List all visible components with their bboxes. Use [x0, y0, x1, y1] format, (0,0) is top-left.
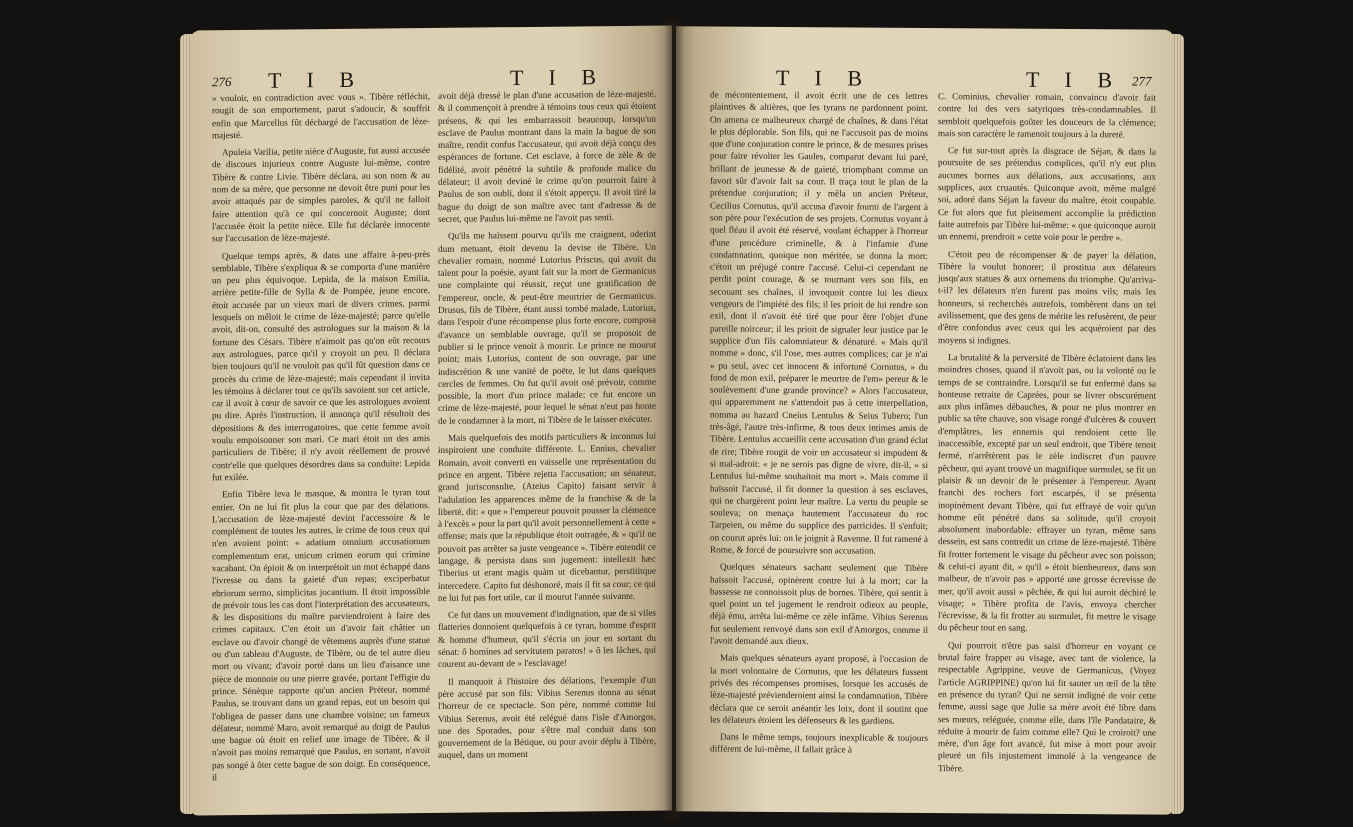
right-page-column-2 — [938, 90, 1156, 802]
paragraph: Il manquoit à l'histoire des délations, l'exemple d'un père accusé par son fils: Vibius Serenus donna au sénat l'horreur de ce spectacle. Son père, nommé comme lui Vibius Serenus, avoit été relégué dans l'isle d'Amorgos, une des Sporades, pour s'être mal conduit dans son gouvernement de la Bétique, ou pour avoir déplu à Tibère, auquel, dans un moment — [438, 674, 656, 761]
paragraph: Ce fut dans un mouvement d'indignation, que de si viles flatteries donnoient quelquefois à ce tyran, homme d'esprit & homme d'humeur, qu'il s'écria un jour en sortant du sénat: ô homines ad servitutem paratos! » ô les lâches, qui courent au-devant de » l'esclavage! — [438, 607, 656, 670]
right-page-header — [676, 46, 1174, 93]
header-word-right: T I B — [510, 64, 607, 91]
book-gutter — [664, 20, 684, 820]
paragraph: Quelque temps après, & dans une affaire à-peu-près semblable, Tibère s'expliqua & se comporta d'une manière un peu plus équivoque. Lepida, de la maison Emilia, arrière petite-fille de Sylla & de Pompée, jeune encore, étoit accusée par un vieux mari de divers crimes, parmi lesquels on mêloit le crime de lèze-majesté; parce qu'elle avoit, dit-on, consulté des astrologues sur la maison & la fortune des Césars. Tibère n'aimoit pas qu'on eût recours aux astrologues, parce qu'il y croyoit un peu. Il déclara bien toujours qu'il ne vouloit pas qu'il fût question dans ce procès du crime de lèze-majesté; mais cependant il invita les témoins à déclarer tout ce qu'ils savoient sur cet article, car il avoit à cœur de savoir ce que les astrologues avoient pu dire. Après l'instruction, il annonça qu'il résultoit des dépositions & des interrogatoires, que cette femme avoit voulu empoisonner son mari. Ce mari étoit un des amis particuliers de Tibère; il n'y avoit réellement de prouvé contr'elle que quelques désordres dans sa conduite: Lepida fut exilée. — [212, 248, 430, 483]
paragraph: C'étoit peu de récompenser & de payer la délation, Tibère la voulut honorer; il prostitua aux délateurs jusqu'aux statues & aux ornemens du triomphe. Qu'arriva-t-il? les délateurs n'en furent pas moins vils; mais les honneurs, si recherchés autrefois, tombèrent dans un tel avilissement, que des gens de mérite les refusèrent, de peur d'être confondus avec ceux qui les acquéroient par des moyens si indignes. — [938, 248, 1156, 346]
right-page — [676, 26, 1174, 814]
paragraph: Qu'ils me haïssent pourvu qu'ils me craignent, oderint dum metuant, étoit devenu la devise de Tibère. Un chevalier romain, nommé Lutorius Priscus, qui avoit du talent pour la poésie, ayant fait sur la mort de Germanicus une complainte qui réussit, reçut une gratification de l'empereur, oncle, & peut-être meurtrier de Germanicus. Drusus, fils de Tibère, étant aussi tombé malade, Lutorius, dans l'espoir d'une récompense plus forte encore, composa d'avance un semblable ouvrage, qu'il se proposoit de publier si le prince venoit à mourir. Le prince ne mourut point; mais Lutorius, content de son ouvrage, par une indiscrétion & une vanité de poëte, le lut dans quelques cercles de femmes. On fut qu'il avoit osé prévoir, comme possible, la mort d'un prince malade; ce fut encore un crime de lèze-majesté, pour lequel le sénat n'eut pas honte de le condamner à la mort, ni Tibère de le laisser exécuter. — [438, 228, 656, 426]
header-word-left: T I B — [776, 64, 873, 91]
paragraph: Ce fut sur-tout après la disgrace de Séjan, & dans la poursuite de ses prétendus complices, qu'il n'y eut plus aucunes bornes aux délations, aux accusations, aux supplices, aux cruautés. Quiconque avoit, même malgré soi, adoré dans Séjan la faveur du maître, étoit coupable. Ce fut alors que fut pleinement accomplie la prédiction faite autrefois par Tibère lui-même: « que quiconque auroit un ennemi, prendroit » cette voie pour le perdre ». — [938, 145, 1156, 243]
paragraph: La brutalité & la perversité de Tibère éclatoient dans les moindres choses, quand il n'avoit pas, ou la volonté ou le temps de se contraindre. Lorsqu'il se fut enfermé dans sa honteuse retraite de Caprées, pour se livrer obscurément aux plus infâmes débauches, & pour ne plus montrer en public sa tête chauve, son visage rongé d'ulcères & couvert d'emplâtres, les ennemis qui rendoient cette île inaccessible, excepté par un seul endroit, que Tibère tenoit fermé, n'arrêtèrent pas le zèle indiscret d'un pauvre pêcheur, qui ayant trouvé un magnifique surmulet, se fit un plaisir & un devoir de le présenter à l'empereur. Ayant franchi des rochers fort escarpés, il se présenta inopinément devant Tibère, qui fut effrayé de voir qu'un homme eût pénétré dans sa solitude, qu'il croyoit absolument inabordable: effrayer un tyran, même sans dessein, est sans contredit un crime de lèze-majesté. Tibère fit frotter fortement le visage du pêcheur avec son poisson; & celui-ci ayant dit, » qu'il » étoit bienheureux, dans son malheur, de n'avoir pas » apporté une grosse écrevisse de mer, qu'il avoit aussi » pêchée, & qui lui auroit déchiré le visage; » Tibère profita de l'avis, envoya chercher l'écrevisse, & la fit frotter au surmulet, fit mettre le visage du pêcheur tout en sang. — [938, 352, 1156, 634]
header-word-left: T I B — [268, 66, 365, 93]
left-page — [190, 25, 672, 815]
right-page-column-1 — [710, 88, 928, 800]
left-page-column-1 — [212, 90, 430, 802]
paragraph: de mécontentement, il avoit écrit une de ces lettres plaintives & altières, que les tyrans ne pardonnent point. On amena ce malheureux chargé de chaînes, & dans l'état le plus déplorable. Son fils, qui ne l'accusoit pas de moins que d'une conjuration contre le prince, & de mesures prises pour faire révolter les Gaules, comparut devant lui paré, brillant de jeunesse & de gaieté, triomphant comme un favori sûr d'avoir fait sa cour. Il traça tout le plan de la prétendue conjuration; il y mêla un ancien Préteur, Cecilius Cornutus, qu'il accusa d'avoir fourni de l'argent à son père pour l'exécution de ses projets. Cornutus voyant à quel fléau il avoit été réservé, voulant échapper à l'horreur d'une procédure criminelle, & à l'infamie d'une condamnation, quoique non méritée, se donna la mort: c'étoit un préjugé contre l'accusé. Celui-ci cependant ne perdit point courage, & se tournant vers son fils, en secouant ses chaînes, il invoquoit contre lui les dieux vengeurs de l'impiété des fils; il les prioit de lui rendre son exil, dont il n'avoit été tiré que pour être l'objet d'une pareille noirceur; il les prioit de signaler leur justice par le supplice d'un fils calomniateur & dénaturé. « Mais qu'il nomme » donc, s'il l'ose, mes autres complices; car je n'ai » pu seul, avec cet innocent & infortuné Cornutus, » du fond de mon exil, préparer le meurtre de l'em» pereur & le soulèvement d'une grande province? » Alors l'accusateur, qui apparemment ne s'attendoit pas à cette interpellation, nomma au hazard Cneius Lentulus & Seius Tubero; l'un très-âgé, l'autre très-infirme, & tous deux intimes amis de Tibère. Lentulus accueillit cette accusation d'un grand éclat de rire; Tibère rougit de voir un accusateur si impudent & si mal-adroit: « je ne serois pas digne de vivre, dit-il, » si Lentulus lui-même souhaitoit ma mort ». Mais comme il haïssoit l'accusé, il fit donner la question à ses esclaves, qui ne chargèrent point leur maître. La vertu du peuple se souleva; on menaça hautement l'accusateur du roc Tarpeien, ou même du supplice des parricides. Il s'enfuit; on courut après lui: on le joignit à Ravenne. Il fut ramené à Rome, & forcé de poursuivre son accusation. — [710, 89, 928, 556]
paragraph: avoit déjà dressé le plan d'une accusation de lèze-majesté, & il commençoit à prendre à témoins tous ceux qui étoient présens, & qui les embarrassoit beaucoup, lorsqu'un esclave de Paulus montrant dans la main la bague de son maître, rendit confus l'accusateur, qui avoit déjà conçu des espérances de fortune. Cet esclave, à force de zèle & de fidélité, avoit pénétré la subtile & profonde malice du délateur; il avoit deviné le crime qu'on pourroit faire à Paulus de son oubli, dont il s'étoit apperçu. Il avoit tiré la bague du doigt de son maître avec tant d'adresse & de secret, que Paulus lui-même ne l'avoit pas senti. — [438, 88, 656, 224]
paragraph: » vouloir, en contradiction avec vous ». Tibère réfléchit, rougit de son emportement, parut s'adoucir, & souffrit enfin que Marcellus fût déchargé de l'accusation de lèze-majesté. — [212, 91, 430, 141]
left-page-header — [190, 45, 672, 93]
paragraph: Apuleia Varilia, petite nièce d'Auguste, fut aussi accusée de discours injurieux contre Auguste lui-même, contre Tibère & contre Livie. Tibère déclara, au son nom & au nom de sa mère, que personne ne devoit être puni pour les avoir attaqués par de simples paroles, & qu'il ne falloit faire attention qu'à ce qui concernoit Auguste; dont l'accusée étoit la petite nièce. Elle fut déclarée innocente sur l'accusation de lèze-majesté. — [212, 145, 430, 244]
page-number: 277 — [1132, 73, 1152, 89]
paragraph: Mais quelques sénateurs ayant proposé, à l'occasion de la mort volontaire de Cornutus, que les délateurs fussent privés des récompenses promises, lorsque les accusés de lèze-majesté prévienderoient ainsi la condamnation, Tibère déclara que ce seroit anéantir les loix, dont il soutint que les délateurs étoient les défenseurs & les gardiens. — [710, 652, 928, 726]
paragraph: Enfin Tibère leva le masque, & montra le tyran tout entier. On ne lui fit plus la cour que par des délations. L'accusation de lèze-majesté devint l'accessoire & le complément de toutes les autres, le crime de tous ceux qui n'en avoient point: « adatium omnium accusationum complementum erat, unicum crimen eorum qui crimine vacabant. On épioit & on interprétoit un mot échappé dans l'ivresse ou dans la gaieté d'un repas; exciperbatur ebriorum sermo, simplicitas jocantium. Il étoit impossible de prévoir tous les cas dont l'interprétation des accusateurs, & les dispositions du maître parviendroient à faire des crimes capitaux. C'en étoit un d'avoir fait châtier un esclave ou d'avoir changé de vêtemens auprès d'une statue ou d'un tableau d'Auguste, de Tibère, ou de tel autre dieu mort ou vivant; d'avoir porté dans un lieu d'aisance une pièce de monnoie ou une pierre gravée, portant l'effigie du prince. Sénèque rapporte qu'un ancien Préteur, nommé Paulus, se trouvant dans un grand repas, eut un besoin qui l'obligea de passer dans une chambre voisine; un fameux délateur, nommé Maro, avoit remarqué au doigt de Paulus une bague où étoit en relief une image de Tibère, & il n'avoit pas moins remarqué que Paulus, en sortant, n'avoit pas songé à ôter cette bague de son doigt. En conséquence, il — [212, 487, 430, 783]
left-page-column-2 — [438, 88, 656, 800]
paragraph: Quelques sénateurs sachant seulement que Tibère haïssoit l'accusé, opinèrent contre lui à la mort; car la bassesse ne connoissoit plus de bornes. Tibère, qui sentit à quel point un tel jugement le rendroit odieux au peuple, déjà ému, arrêta lui-même ce zèle infâme. Vibius Serenus fut seulement renvoyé dans son exil d'Amorgos, comme il l'avoit demandé aux dieux. — [710, 561, 928, 647]
page-number: 276 — [212, 74, 232, 90]
paragraph: Dans le même temps, toujours inexplicable & toujours différent de lui-même, il fallait grâce à — [710, 731, 928, 755]
paragraph: Qui pourroit n'être pas saisi d'horreur en voyant ce brutal faire frapper au visage, avec tant de violence, la respectable Agrippine, veuve de Germanicus, (Voyez l'article AGRIPPINE) qu'on lui fit sauter un œil de la tête en présence du tyran? Qui ne seroit indigné de voir cette femme, aussi sage que Julie sa mère avoit été libre dans ses mœurs, reléguée, comme elle, dans l'île Pandataire, & réduite à mourir de faim comme elle? Qui le croiroit? une mère, d'un âge fort avancé, fut mise à mort pour avoir pleuré un fils injustement immolé à la vengeance de Tibère. — [938, 639, 1156, 774]
paragraph: C. Cominius, chevalier romain, convaincu d'avoir fait contre lui des vers satyriques très-condamnables. Il sembloit quelquefois goûter les douceurs de la clémence; mais son caractère le ramenoit toujours à la dureté. — [938, 91, 1156, 140]
header-word-right: T I B — [1026, 66, 1123, 93]
paragraph: Mais quelquefois des motifs particuliers & inconnus lui inspiroient une conduite différente. L. Ennius, chevalier Romain, avoit converti en vaisselle une représentation du prince en argent. Tibère rejetta l'accusation; un sénateur, grand jurisconsulte, (Ateius Capito) faisant servir à l'adulation les apparences même de la franchise & de la liberté, dit: « que » l'empereur pouvoit pousser la clémence à l'excès » pour la part qu'il avoit personnellement à cette » offense; mais que la république étoit outragée, & » qu'il ne pouvoit pas arrêter sa juste vengeance ». Tibère entendit ce langage, & persista dans son jugement: intellexit hæc Tiberius ut erant magis quàm ut dicebantur, perstititque intercedere. Capito fut déshonoré, mais il fit sa cour; ce qui ne lui fut pas fort utile, car il mourut l'année suivante. — [438, 430, 656, 603]
